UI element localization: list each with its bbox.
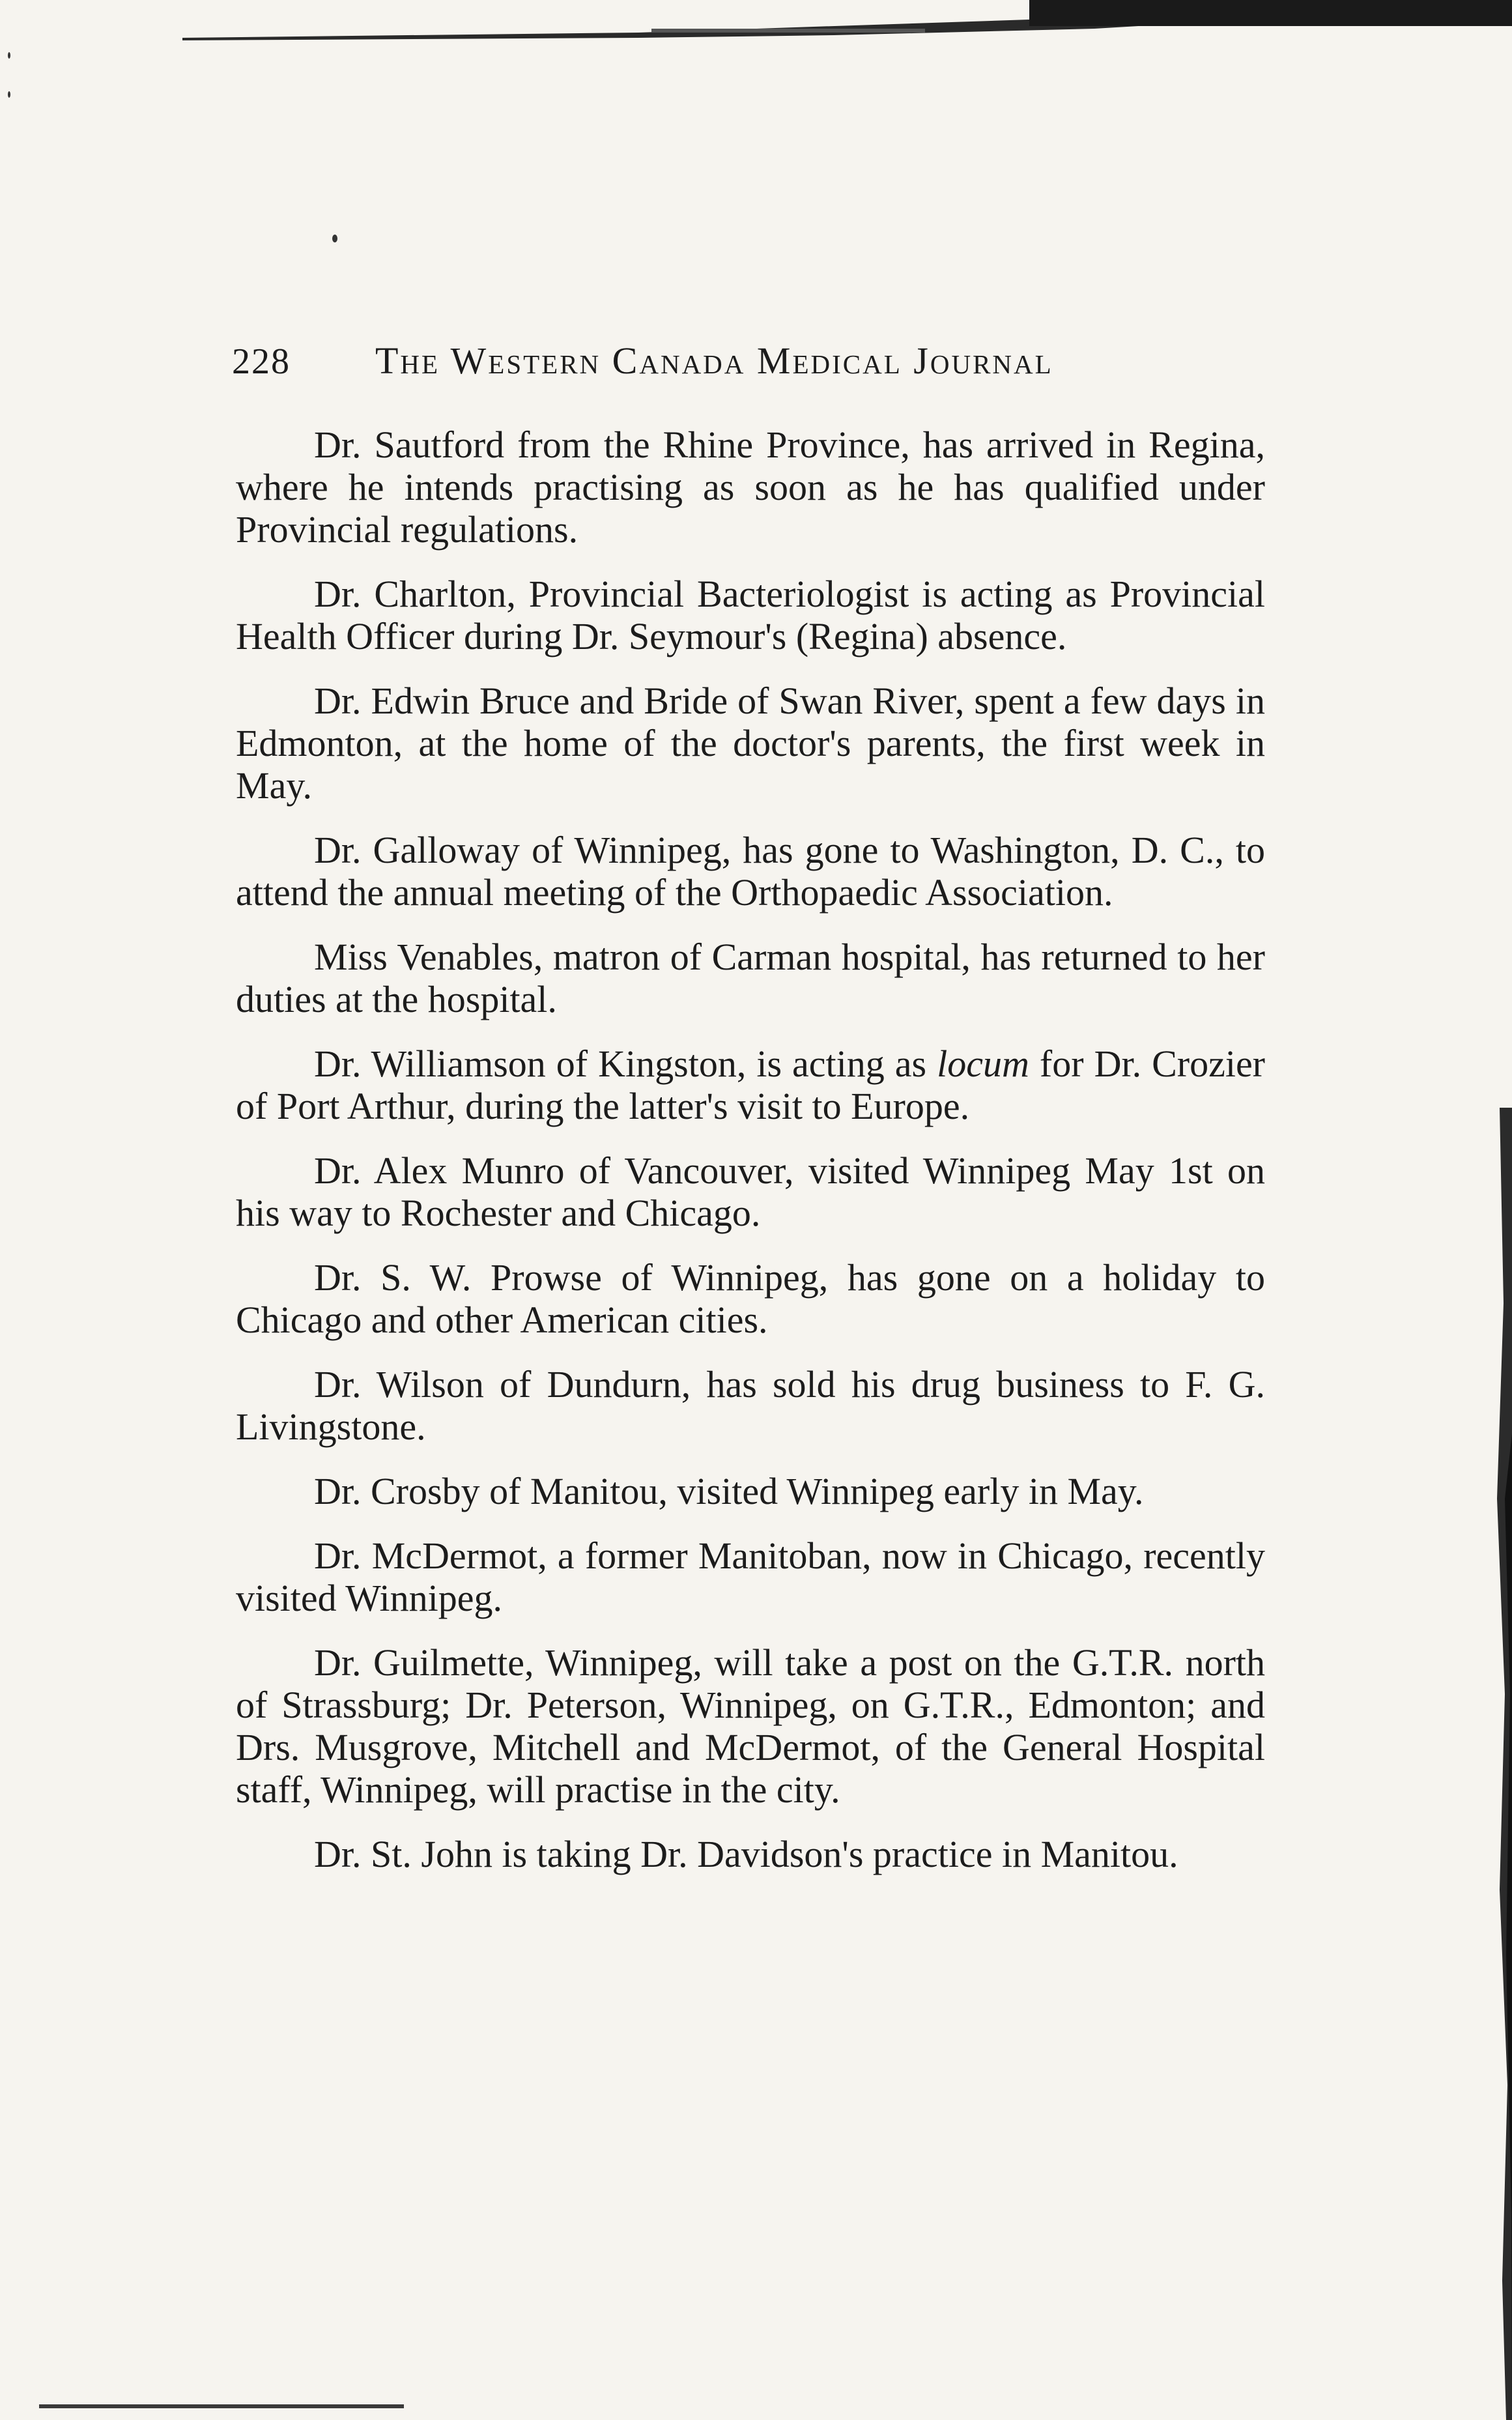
scan-bottom-edge-mark bbox=[39, 2404, 404, 2408]
news-item: Dr. Wilson of Dundurn, has sold his drug business to F. G. Livingstone. bbox=[236, 1363, 1265, 1448]
news-item-text: Dr. Williamson of Kingston, is acting as bbox=[314, 1043, 937, 1085]
news-item: Dr. St. John is taking Dr. Davidson's practice in Manitou. bbox=[314, 1833, 1178, 1875]
news-item: Dr. Crosby of Manitou, visited Winnipeg early in May. bbox=[314, 1470, 1144, 1512]
news-item-text: for Dr. Crozier of Port Arthur, during the latter's visit to Europe. bbox=[236, 1043, 1266, 1127]
news-item: Dr. McDermot, a former Manitoban, now in Chicago, recently visited Winnipeg. bbox=[236, 1534, 1265, 1619]
scan-right-edge-shadow bbox=[1474, 1108, 1512, 2420]
news-item: Dr. Sautford from the Rhine Province, has arrived in Regina, where he intends practising as soon as he has qualified under Provincial regulations. bbox=[236, 424, 1265, 551]
news-items bbox=[236, 424, 1265, 1897]
news-item: Dr. Edwin Bruce and Bride of Swan River, spent a few days in Edmonton, at the home of the doctor's parents, the first week in May. bbox=[236, 680, 1265, 807]
page-number: 228 bbox=[232, 341, 291, 382]
news-item: Dr. Charlton, Provincial Bacteriologist is acting as Provincial Health Officer during Dr. Seymour's (Regina) absence. bbox=[236, 573, 1265, 657]
news-item bbox=[236, 1043, 1265, 1127]
news-item: Miss Venables, matron of Carman hospital, has returned to her duties at the hospital. bbox=[236, 936, 1265, 1020]
scan-top-edge-mark bbox=[182, 0, 1512, 46]
news-item: Dr. Guilmette, Winnipeg, will take a post on the G.T.R. north of Strassburg; Dr. Peterson, Winnipeg, on G.T.R., Edmonton; and Drs. Musgrove, Mitchell and McDermot, of the General Hospital staff, Winnipeg, will practise in the city. bbox=[236, 1641, 1265, 1811]
news-item: Dr. Alex Munro of Vancouver, visited Winnipeg May 1st on his way to Rochester and Chicago. bbox=[236, 1149, 1265, 1234]
scan-speck bbox=[332, 235, 337, 242]
italic-term: locum bbox=[937, 1043, 1029, 1085]
news-item: Dr. Galloway of Winnipeg, has gone to Washington, D. C., to attend the annual meeting of the Orthopaedic Association. bbox=[236, 829, 1265, 914]
journal-title: The Western Canada Medical Journal bbox=[375, 339, 1053, 382]
news-item: Dr. S. W. Prowse of Winnipeg, has gone on a holiday to Chicago and other American cities. bbox=[236, 1256, 1265, 1341]
scan-speck bbox=[8, 91, 10, 98]
running-header bbox=[232, 339, 1261, 382]
scan-speck bbox=[8, 52, 10, 59]
